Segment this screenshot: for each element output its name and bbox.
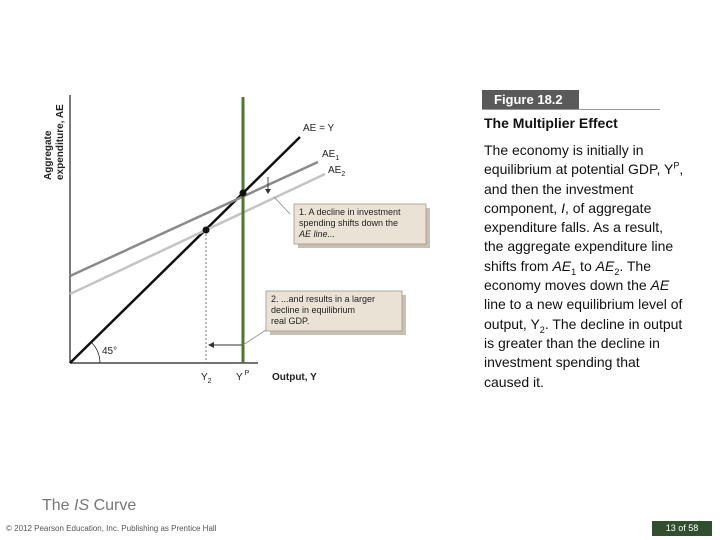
shift-arrowhead [265,189,271,194]
ae2-label-sub: 2 [341,171,346,178]
section-title-prefix: The [42,497,75,514]
ae1-label-sub: 1 [335,155,340,162]
caption-run: P [673,160,680,171]
callout1-leader [274,197,290,214]
angle-label: 45° [102,346,118,357]
figure-badge: Figure 18.2 [482,90,579,110]
y2-tick-main: Y [201,372,208,383]
ae1-line [70,162,318,276]
caption-run: to [576,257,596,274]
angle-arc [91,342,100,363]
callout2-line2: decline in equilibrium [271,305,356,315]
callout1-line1: 1. A decline in investment [299,207,401,217]
new-equilibrium-point [203,227,210,234]
section-title-italic: IS [74,497,90,514]
callout2-line1: 2. ...and results in a larger [271,294,376,304]
caption-run: The economy is initially in equilibrium at potential GDP, Y [484,142,674,178]
caption-run: AE [650,277,670,294]
ae2-line [70,174,325,294]
caption-run: AE [552,257,572,274]
caption-run: AE [595,257,615,274]
callout1-line3: AE line... [299,229,336,239]
section-title [42,497,136,515]
callout1-line2: spending shifts down the [299,218,399,228]
output-decline-arrowhead [208,342,214,348]
page-number-badge: 13 of 58 [652,521,712,536]
yp-tick-main: Y [236,372,243,383]
y-axis-label-line2: expenditure, AE [55,104,66,180]
x-axis-label: Output, Y [272,372,317,383]
caption-run: 1 [571,266,577,277]
figure-caption [484,141,684,392]
y-axis-label-line1: Aggregate [43,130,54,180]
caption-run: , of aggregate expenditure falls. As a result, the aggregate expenditure line shifts from [484,199,674,274]
caption-run: I [561,199,565,216]
y2-tick-label [201,372,212,385]
caption-run: , and then the investment component, [484,161,684,216]
ae-equals-y-line [70,137,300,363]
ae1-label-main: AE [322,149,336,160]
callout2-leader [243,330,266,345]
figure-title: The Multiplier Effect [484,115,618,131]
callout2-line3: real GDP. [271,316,310,326]
ae-equals-y-label: AE = Y [303,123,335,134]
initial-equilibrium-point [240,190,247,197]
yp-tick-sup: P [244,370,250,377]
section-title-suffix: Curve [89,497,137,514]
caption-run: . The economy moves down the [484,257,651,294]
caption-run: . The decline in output is greater than the decline in investment spending that caused it. [484,315,683,390]
ae1-label [322,149,339,162]
copyright-notice: © 2012 Pearson Education, Inc. Publishing as Prentice Hall [6,524,217,533]
yp-tick-label [236,370,250,383]
ae2-label [328,165,345,178]
figure-header-rule [482,109,660,110]
y2-tick-sub: 2 [207,378,212,385]
caption-run: 2 [614,266,620,277]
caption-run: line to a new equilibrium level of output, Y [484,296,683,332]
caption-run: 2 [539,324,545,335]
ae2-label-main: AE [328,165,342,176]
